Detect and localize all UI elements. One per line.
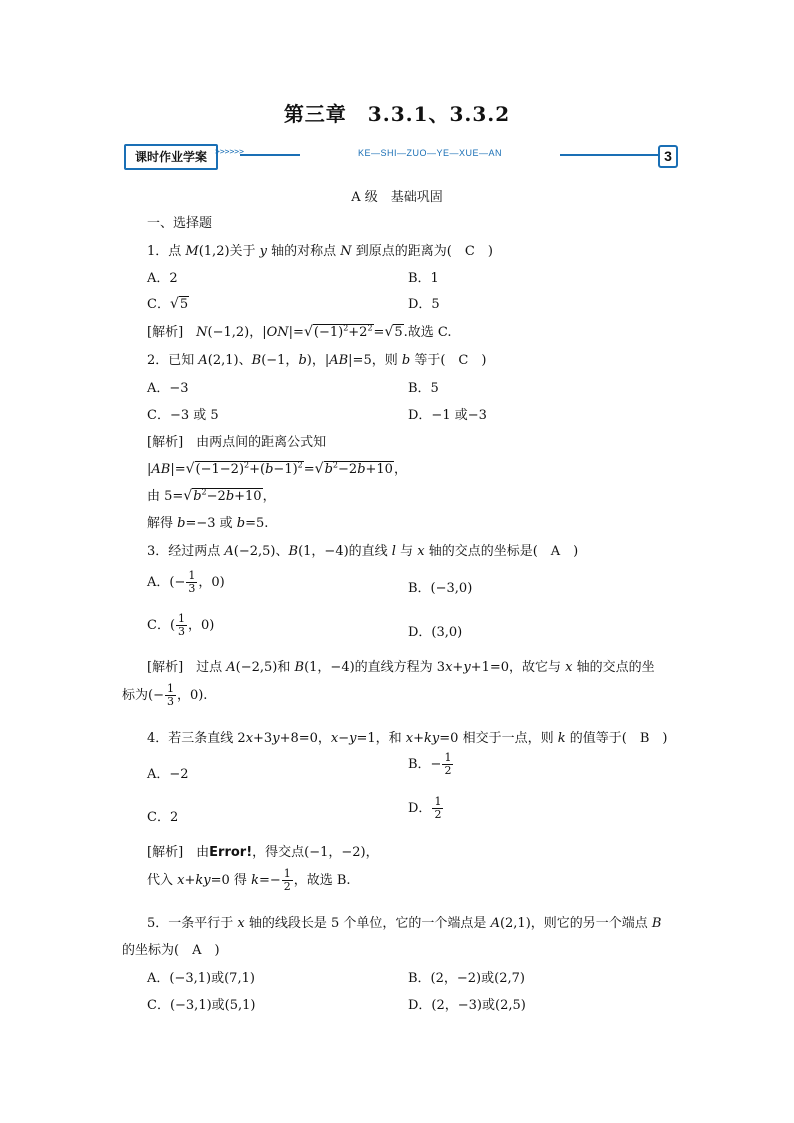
q4-solution-2: 代入 x+ky=0 得 k=− $\frac{1}{2}$ ，故选 B. bbox=[147, 867, 351, 893]
q3-solution-1: [解析] 过点 A(−2,5)和 B(1，−4)的直线方程为 3x+y+1=0，故它与 x 轴的交点的坐 bbox=[147, 660, 655, 675]
q2-option-d: D．−1 或−3 bbox=[408, 408, 487, 423]
q4-solution-1: [解析] 由Error!，得交点(−1，−2)， bbox=[147, 845, 379, 860]
q3-option-d: D．(3,0) bbox=[408, 625, 463, 640]
q3-option-c: C．( $\frac{1}{3}$ ，0) bbox=[147, 612, 215, 638]
question-5-stem-2: 的坐标为( A ) bbox=[122, 943, 220, 958]
banner-pinyin: KE—SHI—ZUO—YE—XUE—AN bbox=[300, 148, 560, 158]
q2-option-a: A．−3 bbox=[147, 381, 189, 396]
q5-option-c: C．(−3,1)或(5,1) bbox=[147, 998, 256, 1013]
q5-option-d: D．(2，−3)或(2,5) bbox=[408, 998, 526, 1013]
q2-solution-3: 由 $5=√b^2-2b+10$， bbox=[147, 487, 276, 504]
q2-solution-4: 解得 b=−3 或 b=5. bbox=[147, 516, 269, 531]
q2-solution-2: $|AB|=√(-1-2)^2+(b-1)^2=√b^2-2b+10$， bbox=[147, 460, 407, 477]
banner-number: 3 bbox=[658, 145, 678, 168]
q2-solution-1: [解析] 由两点间的距离公式知 bbox=[147, 435, 327, 450]
question-1-stem: 1．点 M(1,2)关于 y 轴的对称点 N 到原点的距离为( C ) bbox=[147, 244, 493, 259]
q4-option-d: D． $\frac{1}{2}$ bbox=[408, 795, 442, 821]
q1-option-a: A．2 bbox=[147, 271, 178, 286]
level-heading: A 级 基础巩固 bbox=[351, 190, 443, 205]
q1-option-d: D．5 bbox=[408, 297, 440, 312]
banner-arrows: >>>>>> bbox=[215, 147, 244, 156]
q3-option-b: B．(−3,0) bbox=[408, 581, 473, 596]
q4-option-b: B．− $\frac{1}{2}$ bbox=[408, 751, 452, 777]
q1-option-b: B．1 bbox=[408, 271, 439, 286]
q5-option-b: B．(2，−2)或(2,7) bbox=[408, 971, 525, 986]
question-5-stem-1: 5．一条平行于 x 轴的线段长是 5 个单位，它的一个端点是 A(2,1)，则它的另一个端点 B bbox=[147, 916, 662, 931]
q1-solution: [解析] N(−1,2)，$|ON|=√(-1)^2+2^2=√5$.故选 C. bbox=[147, 323, 452, 340]
q1-option-c: C．√5 bbox=[147, 296, 189, 312]
q2-option-c: C．−3 或 5 bbox=[147, 408, 219, 423]
question-2-stem: 2．已知 A(2,1)、B(−1，b)，|AB|=5，则 b 等于( C ) bbox=[147, 353, 487, 368]
q3-option-a: A．(− $\frac{1}{3}$ ，0) bbox=[147, 569, 225, 595]
q3-solution-2: 标为(− $\frac{1}{3}$ ，0). bbox=[122, 682, 208, 708]
banner-label: 课时作业学案 bbox=[124, 144, 218, 170]
section-heading: 一、选择题 bbox=[147, 216, 213, 231]
question-4-stem: 4．若三条直线 2x+3y+8=0，x−y=1，和 x+ky=0 相交于一点，则 k 的值等于( B ) bbox=[147, 731, 668, 746]
page-title: 第三章 3.3.1、3.3.2 bbox=[283, 102, 511, 126]
question-3-stem: 3．经过两点 A(−2,5)、B(1，−4)的直线 l 与 x 轴的交点的坐标是( A ) bbox=[147, 544, 579, 559]
q4-option-c: C．2 bbox=[147, 810, 179, 825]
q5-option-a: A．(−3,1)或(7,1) bbox=[147, 971, 255, 986]
q4-option-a: A．−2 bbox=[147, 767, 189, 782]
q2-option-b: B．5 bbox=[408, 381, 439, 396]
